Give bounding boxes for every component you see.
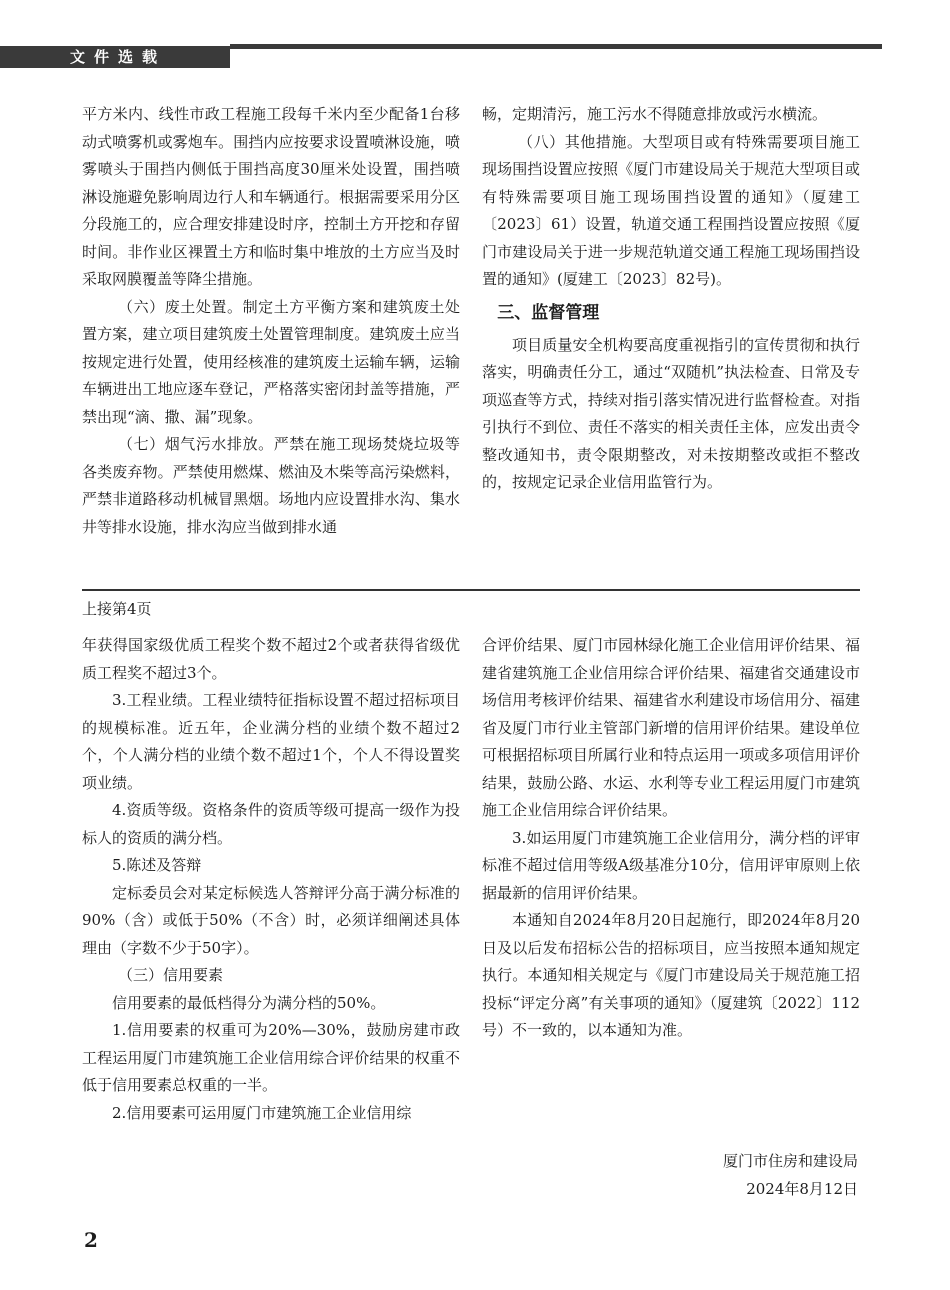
paragraph: 定标委员会对某定标候选人答辩评分高于满分标准的90%（含）或低于50%（不含）时，必须详细阐述具体理由（字数不少于50字）。 bbox=[82, 883, 460, 957]
bottom-right-column bbox=[482, 632, 860, 1045]
paragraph: （八）其他措施。大型项目或有特殊需要项目施工现场围挡设置应按照《厦门市建设局关于规范大型项目或有特殊需要项目施工现场围挡设置的通知》（厦建工〔2023〕61）设置，轨道交通工程围挡设置应按照《厦门市建设局关于进一步规范轨道交通工程施工现场围挡设置的通知》(厦建工〔2023〕82号)。 bbox=[482, 132, 860, 288]
paragraph: （七）烟气污水排放。严禁在施工现场焚烧垃圾等各类废弃物。严禁使用燃煤、燃油及木柴等高污染燃料，严禁非道路移动机械冒黑烟。场地内应设置排水沟、集水井等排水设施，排水沟应当做到排水通 bbox=[82, 435, 460, 536]
paragraph: 1.信用要素的权重可为20%—30%，鼓励房建市政工程运用厦门市建筑施工企业信用综合评价结果的权重不低于信用要素总权重的一半。 bbox=[82, 1021, 460, 1094]
paragraph: 3.如运用厦门市建筑施工企业信用分，满分档的评审标准不超过信用等级A级基准分10分，信用评审原则上依据最新的信用评价结果。 bbox=[482, 828, 860, 902]
section-header-label: 文件选载 bbox=[0, 46, 230, 68]
top-left-column bbox=[82, 101, 460, 541]
signature-block bbox=[723, 1148, 858, 1203]
paragraph: 3.工程业绩。工程业绩特征指标设置不超过招标项目的规模标准。近五年，企业满分档的业绩个数不超过2个，个人满分档的业绩个数不超过1个，个人不得设置奖项业绩。 bbox=[82, 691, 460, 792]
page-number: 2 bbox=[84, 1228, 98, 1252]
paragraph: 畅，定期清污，施工污水不得随意排放或污水横流。 bbox=[482, 105, 828, 123]
section-heading: 三、监督管理 bbox=[497, 302, 600, 323]
paragraph: 合评价结果、厦门市园林绿化施工企业信用评价结果、福建省建筑施工企业信用综合评价结果、福建省交通建设市场信用考核评价结果、福建省水利建设市场信用分、福建省及厦门市行业主管部门新增的信用评价结果。建设单位可根据招标项目所属行业和特点运用一项或多项信用评价结果，鼓励公路、水运、水利等专业工程运用厦门市建筑施工企业信用综合评价结果。 bbox=[482, 636, 860, 819]
paragraph: 年获得国家级优质工程奖个数不超过2个或者获得省级优质工程奖不超过3个。 bbox=[82, 636, 460, 682]
paragraph: 2.信用要素可运用厦门市建筑施工企业信用综 bbox=[112, 1103, 412, 1122]
paragraph: 5.陈述及答辩 bbox=[112, 856, 202, 874]
paragraph: 平方米内、线性市政工程施工段每千米内至少配备1台移动式喷雾机或雾炮车。围挡内应按要求设置喷淋设施，喷雾喷头于围挡内侧低于围挡高度30厘米处设置，围挡喷淋设施避免影响周边行人和车辆通行。根据需要采用分区分段施工的，应合理安排建设时序，控制土方开挖和存留时间。非作业区裸置土方和临时集中堆放的土方应当及时采取网膜覆盖等降尘措施。 bbox=[82, 105, 460, 288]
paragraph: （三）信用要素 bbox=[118, 966, 224, 984]
paragraph: （六）废土处置。制定土方平衡方案和建筑废土处置方案，建立项目建筑废土处置管理制度。建筑废土应当按规定进行处置，使用经核准的建筑废土运输车辆，运输车辆进出工地应逐车登记，严格落实密闭封盖等措施，严禁出现“滴、撒、漏”现象。 bbox=[82, 297, 460, 426]
signature-date: 2024年8月12日 bbox=[746, 1179, 858, 1198]
section-divider bbox=[82, 589, 860, 591]
paragraph: 本通知自2024年8月20日起施行，即2024年8月20日及以后发布招标公告的招标项目，应当按照本通知规定执行。本通知相关规定与《厦门市建设局关于规范施工招投标“评定分离”有关事项的通知》（厦建筑〔2022〕112号）不一致的，以本通知为准。 bbox=[482, 911, 860, 1039]
paragraph: 信用要素的最低档得分为满分档的50%。 bbox=[112, 993, 386, 1012]
top-right-column bbox=[482, 101, 860, 497]
paragraph: 项目质量安全机构要高度重视指引的宣传贯彻和执行落实，明确责任分工，通过“双随机”执法检查、日常及专项巡查等方式，持续对指引落实情况进行监督检查。对指引执行不到位、责任不落实的相关责任主体，应发出责令整改通知书，责令限期整改，对未按期整改或拒不整改的，按规定记录企业信用监管行为。 bbox=[482, 335, 860, 491]
paragraph: 4.资质等级。资格条件的资质等级可提高一级作为投标人的资质的满分档。 bbox=[82, 801, 460, 847]
bottom-left-column bbox=[82, 632, 460, 1127]
signature-organization: 厦门市住房和建设局 bbox=[722, 1152, 858, 1170]
continued-from-label: 上接第4页 bbox=[82, 600, 152, 618]
header-rule bbox=[230, 44, 882, 49]
